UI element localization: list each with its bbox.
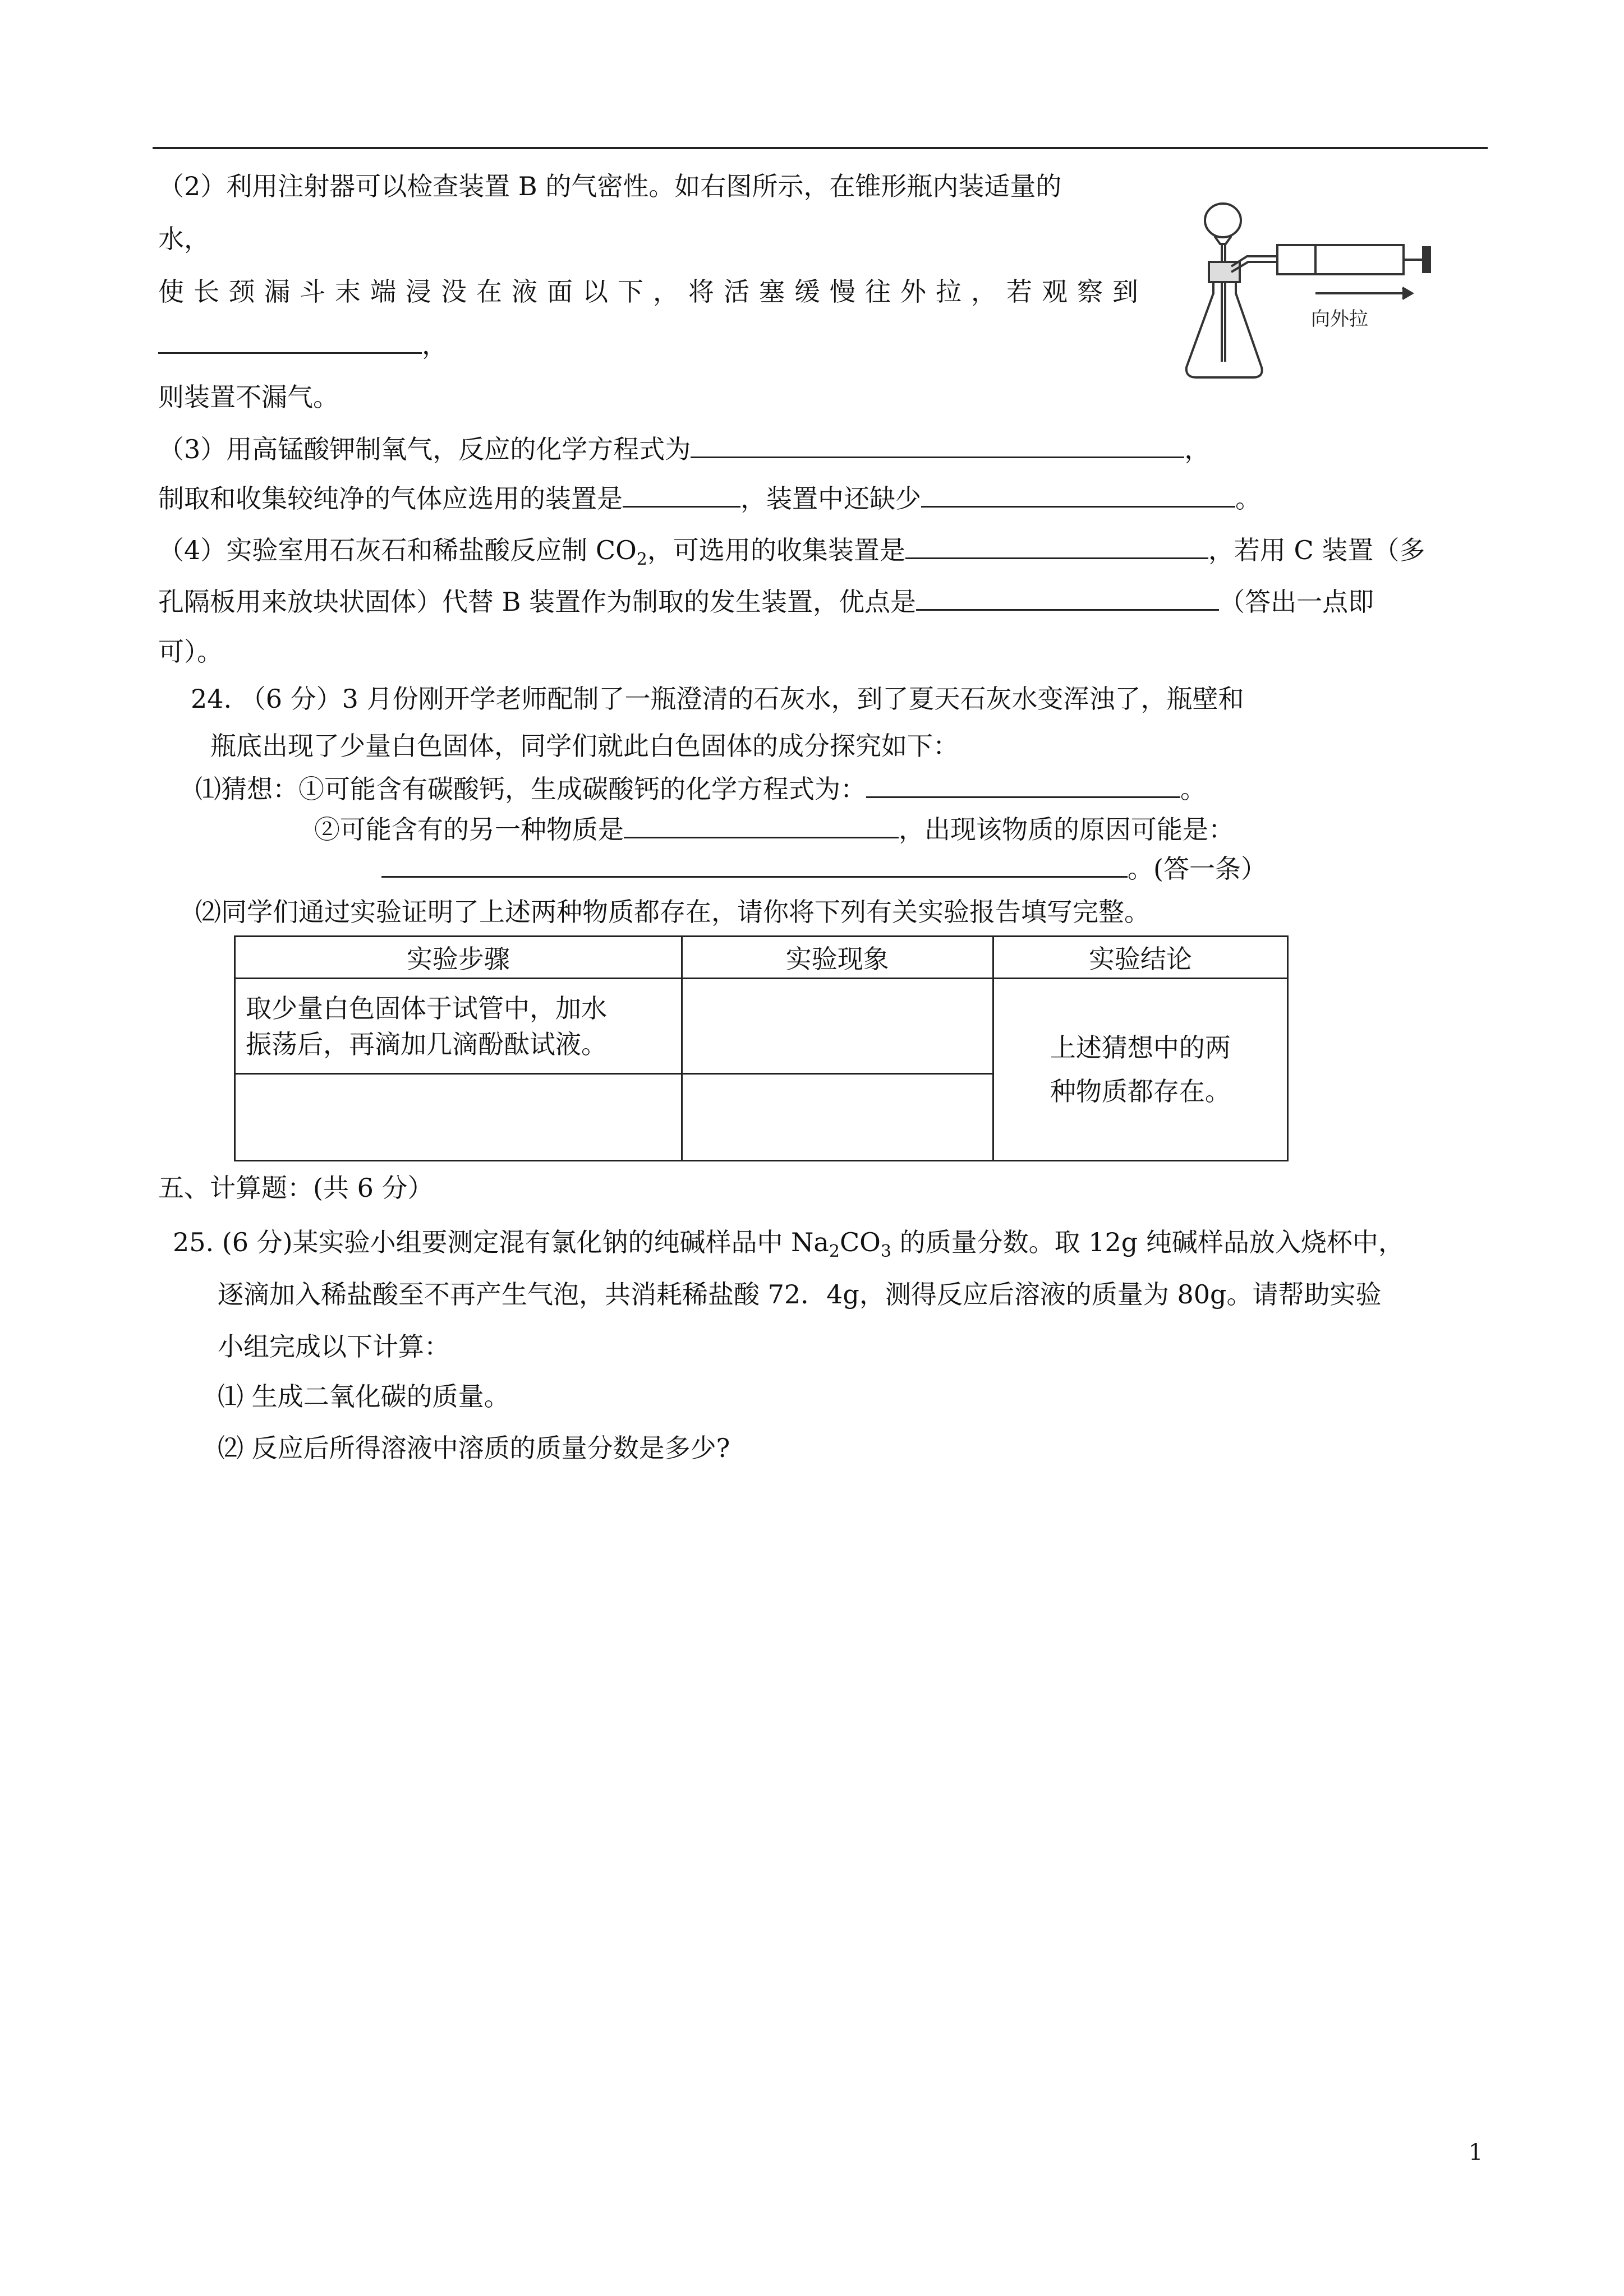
answer-blank[interactable]	[624, 812, 899, 838]
q23-part3-line2: 制取和收集较纯净的气体应选用的装置是 ，装置中还缺少 。	[158, 481, 1261, 515]
table-header-row	[235, 937, 1288, 979]
q24-line2: 瓶底出现了少量白色固体，同学们就此白色固体的成分探究如下：	[210, 731, 959, 761]
q23-part4-line2: 孔隔板用来放块状固体）代替 B 装置作为制取的发生装置，优点是 （答出一点即	[158, 584, 1374, 619]
q25-sub2: ⑵ 反应后所得溶液中溶质的质量分数是多少?	[218, 1433, 730, 1463]
answer-blank[interactable]	[691, 432, 1184, 458]
q23-part2-line4: ，	[158, 328, 448, 362]
q23-part3-line1: （3）用高锰酸钾制氧气，反应的化学方程式为 ，	[158, 432, 1210, 466]
q24-part2: ⑵同学们通过实验证明了上述两种物质都存在，请你将下列有关实验报告填写完整。	[195, 897, 1150, 927]
q24-reason: 。(答一条）	[381, 851, 1267, 886]
page-number: 1	[1469, 2140, 1483, 2165]
answer-blank[interactable]	[905, 533, 1208, 559]
header-conclusion: 实验结论	[993, 937, 1287, 979]
q23-part2-line2: 水，	[158, 224, 210, 254]
header-rule	[153, 147, 1488, 149]
answer-blank[interactable]	[623, 481, 740, 508]
experiment-report-table	[234, 935, 1289, 1161]
q23-part2-line3: 使长颈漏斗末端浸没在液面以下，将活塞缓慢往外拉，若观察到	[158, 276, 1148, 307]
q24-guess2: ②可能含有的另一种物质是 ，出现该物质的原因可能是：	[314, 812, 1234, 846]
section-5-title: 五、计算题：(共 6 分）	[158, 1173, 434, 1203]
answer-blank[interactable]	[158, 328, 422, 354]
step-cell: 取少量白色固体于试管中，加水 振荡后，再滴加几滴酚酞试液。	[235, 979, 682, 1074]
step-cell-blank[interactable]	[235, 1074, 682, 1161]
q25-line2: 逐滴加入稀盐酸至不再产生气泡，共消耗稀盐酸 72．4g，测得反应后溶液的质量为 80g。请帮助实验	[218, 1279, 1382, 1310]
q23-part2-line1: （2）利用注射器可以检查装置 B 的气密性。如右图所示，在锥形瓶内装适量的	[158, 171, 1062, 201]
q25-line3: 小组完成以下计算：	[218, 1331, 450, 1362]
q24-line1: 24. （6 分）3 月份刚开学老师配制了一瓶澄清的石灰水，到了夏天石灰水变浑浊了，瓶壁和	[191, 684, 1244, 714]
answer-blank[interactable]	[916, 584, 1219, 611]
figure-label: 向外拉	[1311, 308, 1368, 330]
header-phenomena: 实验现象	[682, 937, 993, 979]
phenomenon-cell-blank[interactable]	[682, 979, 993, 1074]
syringe-flask-figure	[1181, 193, 1439, 384]
q23-part2-line5: 则装置不漏气。	[158, 382, 339, 412]
q23-part4-line3: 可）。	[158, 637, 223, 667]
answer-blank[interactable]	[866, 772, 1180, 798]
q23-part4-line1: （4）实验室用石灰石和稀盐酸反应制 $CO_2$，可选用的收集装置是 ，若用 C 装置（多	[158, 533, 1425, 577]
q24-guess1: ⑴猜想：①可能含有碳酸钙，生成碳酸钙的化学方程式为： 。	[195, 772, 1206, 806]
phenomenon-cell-blank[interactable]	[682, 1074, 993, 1161]
q25-sub1: ⑴ 生成二氧化碳的质量。	[218, 1381, 510, 1412]
table-row	[235, 979, 1288, 1074]
q25-line1: 25. (6 分)某实验小组要测定混有氯化钠的纯碱样品中 $Na_2CO_3$ 的质量分数。取 12g 纯碱样品放入烧杯中，	[173, 1227, 1404, 1262]
answer-blank[interactable]	[921, 481, 1235, 508]
conclusion-cell: 上述猜想中的两 种物质都存在。	[993, 979, 1287, 1161]
answer-blank[interactable]	[381, 851, 1128, 878]
header-steps: 实验步骤	[235, 937, 682, 979]
